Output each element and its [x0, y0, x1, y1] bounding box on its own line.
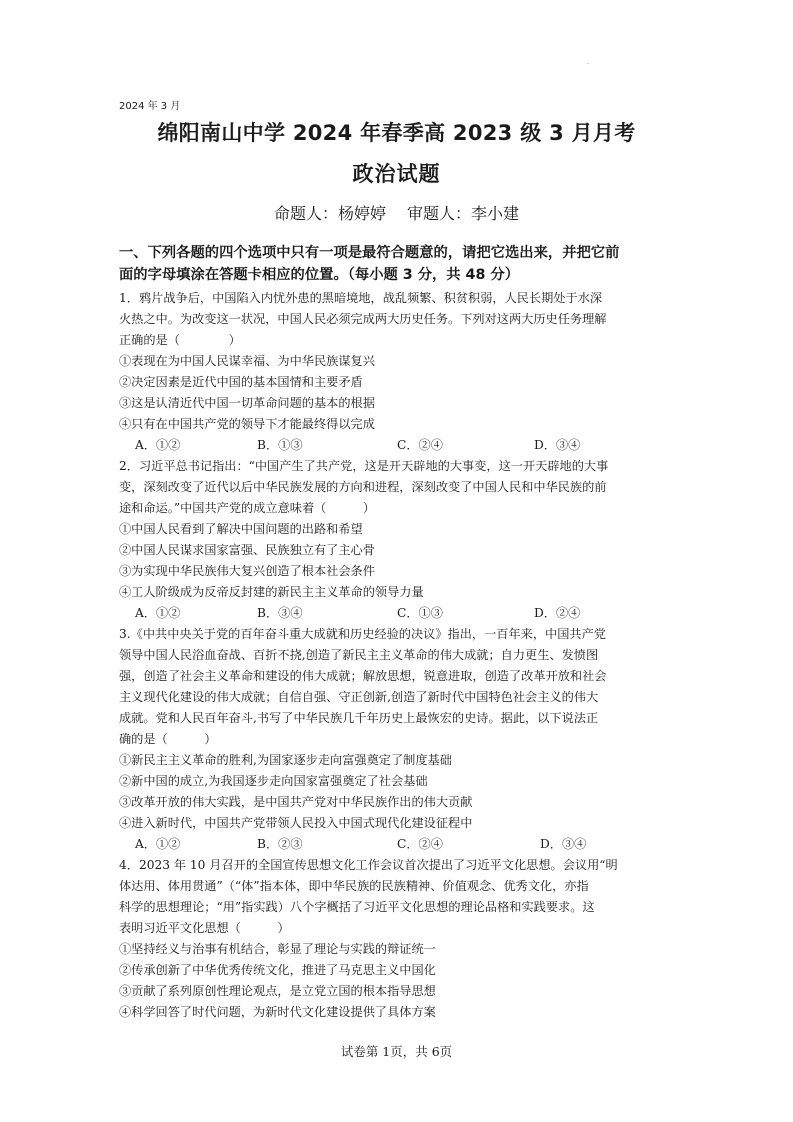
question-stem-line: 2．习近平总书记指出：“中国产生了共产党，这是开天辟地的大事变，这一开天辟地的大事	[119, 459, 609, 473]
answer-option: C．②④	[397, 438, 443, 452]
question-stem-line: 途和命运。”中国共产党的成立意味着（ ）	[119, 501, 376, 515]
answer-options	[119, 435, 694, 456]
question-stem-line: 正确的是（ ）	[119, 333, 241, 347]
statement-item: ④科学回答了时代问题，为新时代文化建设提供了具体方案	[119, 1005, 436, 1019]
statement-item: ③这是认清近代中国一切革命问题的基本的根据	[119, 396, 375, 410]
section-heading	[119, 242, 689, 286]
answer-option: A．①②	[135, 438, 181, 452]
author-label: 命题人：杨婷婷	[273, 204, 386, 223]
question-stem-line: 确的是（ ）	[119, 732, 217, 746]
statement-item: ④工人阶级成为反帝反封建的新民主主义革命的领导力量	[119, 585, 424, 599]
answer-option: D．②④	[534, 606, 581, 620]
question-stem-line: 主义现代化建设的伟大成就；自信自强、守正创新,创造了新时代中国特色社会主义的伟大	[119, 690, 599, 704]
question-stem-line: 领导中国人民浴血奋战、百折不挠,创造了新民主主义革命的伟大成就；自力更生、发愤图	[119, 648, 599, 662]
statement-item: ④只有在中国共产党的领导下才能最终得以完成	[119, 417, 375, 431]
question-stem-line: 强，创造了社会主义革命和建设的伟大成就；解放思想，锐意进取，创造了改革开放和社会	[119, 669, 607, 683]
answer-option: A．①②	[135, 837, 181, 851]
question-2	[119, 456, 694, 624]
statement-item: ①表现在为中国人民谋幸福、为中华民族谋复兴	[119, 354, 375, 368]
statement-item: ③改革开放的伟大实践，是中国共产党对中华民族作出的伟大贡献	[119, 795, 473, 809]
exam-title: 绵阳南山中学 2024 年春季高 2023 级 3 月月考	[157, 121, 636, 145]
exam-authors	[0, 201, 793, 224]
question-stem-line: 表明习近平文化思想（ ）	[119, 921, 290, 935]
section-heading-line-2: 面的字母填涂在答题卡相应的位置。（每小题 3 分，共 48 分）	[119, 267, 520, 283]
answer-option: B．①③	[257, 438, 303, 452]
answer-option: B．③④	[257, 606, 303, 620]
answer-option: C．①③	[397, 606, 443, 620]
question-list	[119, 288, 694, 1023]
statement-item: ②传承创新了中华优秀传统文化，推进了马克思主义中国化	[119, 963, 436, 977]
question-stem-line: 3.《中共中央关于党的百年奋斗重大成就和历史经验的决议》指出，一百年来，中国共产党	[119, 627, 606, 641]
answer-option: B．②③	[257, 837, 303, 851]
statement-item: ①中国人民看到了解决中国问题的出路和希望	[119, 522, 363, 536]
statement-item: ①坚持经义与治事有机结合，彰显了理论与实践的辩证统一	[119, 942, 436, 956]
scan-dot: ·	[587, 61, 589, 68]
exam-date: 2024 年 3 月	[119, 101, 181, 112]
question-stem-line: 火热之中。为改变这一状况，中国人民必须完成两大历史任务。下列对这两大历史任务理解	[119, 312, 607, 326]
statement-item: ④进入新时代，中国共产党带领人民投入中国式现代化建设征程中	[119, 816, 473, 830]
answer-option: A．①②	[135, 606, 181, 620]
statement-item: ①新民主主义革命的胜利,为国家逐步走向富强奠定了制度基础	[119, 753, 452, 767]
section-heading-line-1: 一、下列各题的四个选项中只有一项是最符合题意的，请把它选出来，并把它前	[119, 245, 620, 261]
statement-item: ③为实现中华民族伟大复兴创造了根本社会条件	[119, 564, 375, 578]
statement-item: ②中国人民谋求国家富强、民族独立有了主心骨	[119, 543, 375, 557]
page-footer: 试卷第 1页，共 6页	[340, 1044, 453, 1059]
question-3	[119, 624, 694, 855]
question-stem-line: 科学的思想理论；“用”指实践）八个字概括了习近平文化思想的理论品格和实践要求。这	[119, 900, 595, 914]
answer-option: D．③④	[540, 837, 587, 851]
statement-item: ③贡献了系列原创性理论观点，是立党立国的根本指导思想	[119, 984, 436, 998]
reviewer-label: 审题人：李小建	[407, 204, 520, 223]
question-stem-line: 体达用、体用贯通”（“体”指本体，即中华民族的民族精神、价值观念、优秀文化，亦指	[119, 879, 589, 893]
question-stem-line: 1．鸦片战争后，中国陷入内忧外患的黑暗境地，战乱频繁、积贫积弱，人民长期处于水深	[119, 291, 603, 305]
question-stem-line: 变，深刻改变了近代以后中华民族发展的方向和进程，深刻改变了中国人民和中华民族的前	[119, 480, 607, 494]
answer-option: D．③④	[534, 438, 581, 452]
statement-item: ②新中国的成立,为我国逐步走向国家富强奠定了社会基础	[119, 774, 428, 788]
exam-subject: 政治试题	[352, 162, 441, 186]
statement-item: ②决定因素是近代中国的基本国情和主要矛盾	[119, 375, 363, 389]
question-stem-line: 4．2023 年 10 月召开的全国宣传思想文化工作会议首次提出了习近平文化思想。会议用“明	[119, 858, 618, 872]
question-stem-line: 成就。党和人民百年奋斗,书写了中华民族几千年历史上最恢宏的史诗。据此，以下说法正	[119, 711, 599, 725]
answer-options	[119, 834, 694, 855]
answer-option: C．②④	[397, 837, 443, 851]
question-1	[119, 288, 694, 456]
answer-options	[119, 603, 694, 624]
question-4	[119, 855, 694, 1023]
